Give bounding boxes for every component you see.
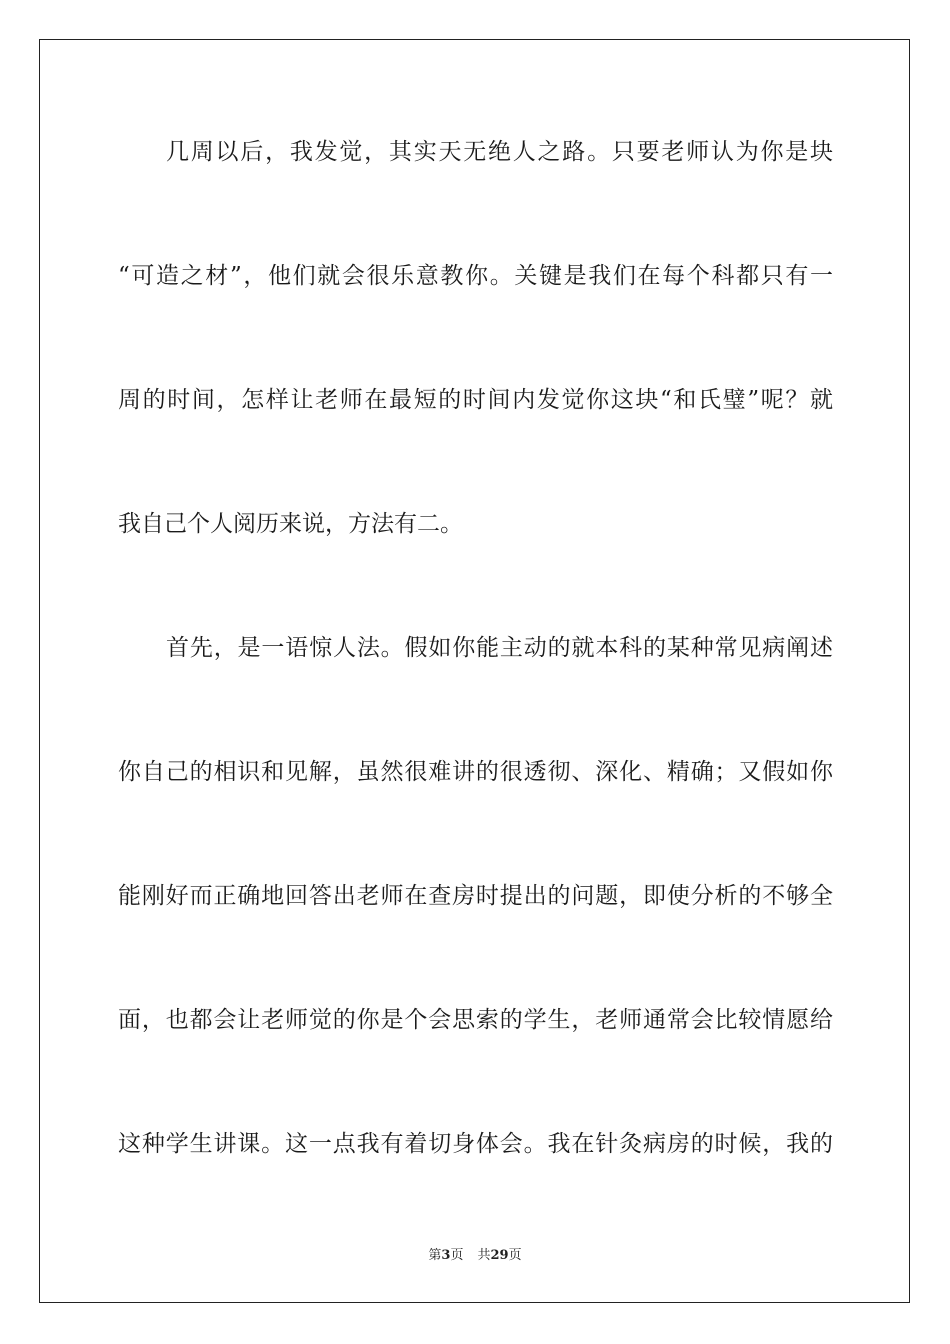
paragraph-1-line-1: 几周以后，我发觉，其实天无绝人之路。只要老师认为你是块 [166,139,833,165]
paragraph-1-line-2: “可造之材”，他们就会很乐意教你。关键是我们在每个科都只有一 [118,263,833,289]
total-prefix: 共 [477,1248,491,1263]
paragraph-2-line-4: 面，也都会让老师觉的你是个会思索的学生，老师通常会比较情愿给 [118,1007,833,1033]
paragraph-2-line-3: 能刚好而正确地回答出老师在查房时提出的问题，即使分析的不够全 [118,883,833,909]
page-prefix: 第 [428,1248,442,1263]
paragraph-2-line-5: 这种学生讲课。这一点我有着切身体会。我在针灸病房的时候，我的 [118,1131,833,1157]
paragraph-1-line-3: 周的时间，怎样让老师在最短的时间内发觉你这块“和氏璧”呢？就 [118,387,833,413]
page-unit: 页 [450,1248,464,1263]
total-unit: 页 [508,1248,522,1263]
page-border [39,39,910,1303]
page-footer [0,1247,950,1265]
current-page-number: 3 [441,1248,451,1263]
paragraph-1-line-4: 我自己个人阅历来说，方法有二。 [118,511,463,537]
total-page-count: 29 [490,1248,509,1263]
paragraph-2-line-2: 你自己的相识和见解，虽然很难讲的很透彻、深化、精确；又假如你 [118,759,833,785]
paragraph-2-line-1: 首先，是一语惊人法。假如你能主动的就本科的某种常见病阐述 [166,635,833,661]
